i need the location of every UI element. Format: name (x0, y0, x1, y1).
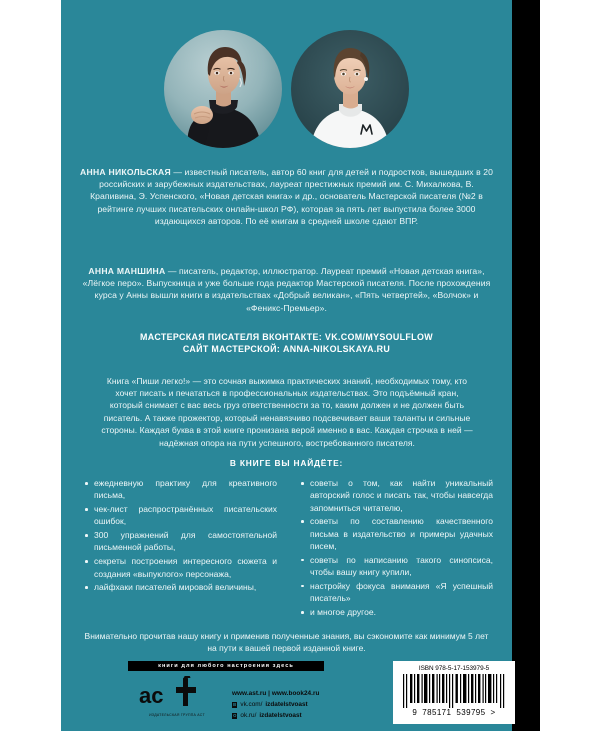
author-name-manshina: АННА МАНШИНА (88, 265, 166, 276)
barcode-digit-group: 9 (412, 708, 418, 717)
contents-column-right (299, 477, 493, 620)
author-photo-manshina (291, 30, 409, 148)
cover-panel (61, 0, 512, 731)
social-link-vk[interactable] (232, 700, 319, 710)
publisher-web-block (232, 689, 319, 721)
list-item: ежедневную практику для креативного письма, (83, 477, 277, 502)
ok-domain: ok.ru/ (240, 712, 257, 720)
workshop-site-link[interactable]: САЙТ МАСТЕРСКОЙ: ANNA-NIKOLSKAYA.RU (182, 344, 391, 355)
bullet-list-right (299, 477, 493, 618)
author-photo-nikolskaya (164, 30, 282, 148)
author-bio-text-nikolskaya: — известный писатель, автор 60 книг для детей и подростков, вышедших в 20 российских и зарубежных издательствах, лауреат престижных премий им. С. Михалкова, В. Крапивина, Э. Успенского, «Новая детская книга» и др., основатель Мастерской писателя (№2 в рейтинге лучших писательских онлайн-школ РФ), которая за пять лет выпустила более 3000 издающихся авторов. По её книгам в средней школе сдают ВПР. (90, 166, 493, 226)
ast-logo-icon (138, 676, 216, 712)
barcode-digit-group: 539795 (456, 708, 486, 717)
isbn-text: ISBN 978-5-17-153979-5 (418, 665, 490, 672)
author-name-nikolskaya: АННА НИКОЛЬСКАЯ (80, 166, 171, 177)
ok-icon: О (233, 713, 237, 719)
vk-domain: vk.com/ (240, 701, 263, 709)
vk-workshop-link[interactable]: МАСТЕРСКАЯ ПИСАТЕЛЯ ВКОНТАКТЕ: VK.COM/MYSOULFLOW (140, 332, 433, 342)
svg-text:ac: ac (139, 683, 164, 708)
author-bio-manshina (77, 265, 496, 314)
publisher-block (134, 676, 220, 717)
contents-column-left (83, 477, 277, 620)
author-bio-nikolskaya (77, 166, 496, 228)
author-bio-text-manshina: — писатель, редактор, иллюстратор. Лауреат премий «Новая детская книга», «Лёгкое перо». Выпускница и уже больше года редактор Мастерской писателя. После прохождения курса у Анны вышли книги в издательствах «Добрый великан», «Пять четвертей», «Волчок» и «Феникс-Премьер». (82, 265, 491, 313)
list-item: секреты построения интересного сюжета и создания «выпуклого» персонажа, (83, 555, 277, 580)
workshop-links (77, 331, 496, 356)
barcode-digit-group: > (490, 708, 496, 717)
publisher-slogan-bar: книги для любого настроения здесь (128, 661, 324, 671)
social-link-ok[interactable] (232, 711, 319, 721)
publisher-caption: ИЗДАТЕЛЬСКАЯ ГРУППА АСТ (149, 713, 205, 717)
book-description: Книга «Пиши легко!» — это сочная выжимка практических знаний, необходимых тому, кто хочет писать и печататься в профессиональных издательствах. Это подъёмный кран, который снимает с вас весь груз ответственности за то, каким должен и не должен быть писатель. А также прожектор, который ненавязчиво подсвечивает ваши таланты и сильные стороны. Каждая буква в этой книге пронизана верой именно в вас. Каждая строчка в ней — надёжная опора на пути успешного, востребованного писателя. (101, 375, 473, 448)
bullet-list-left (83, 477, 277, 594)
author-photo-row (61, 30, 512, 148)
list-item: и многое другое. (299, 606, 493, 618)
contents-heading: В КНИГЕ ВЫ НАЙДЁТЕ: (229, 458, 344, 468)
ok-handle: izdatelstvoast (259, 712, 302, 720)
list-item: настройку фокуса внимания «Я успешный писатель» (299, 580, 493, 605)
spine-strip (512, 0, 540, 731)
publisher-websites[interactable]: www.ast.ru | www.book24.ru (232, 690, 320, 697)
barcode-digits (393, 708, 515, 717)
contents-columns (83, 477, 493, 620)
barcode-digit-group: 785171 (422, 708, 452, 717)
list-item: 300 упражнений для самостоятельной письменной работы, (83, 529, 277, 554)
list-item: лайфхаки писателей мировой величины, (83, 581, 277, 593)
isbn-barcode-box (393, 661, 515, 724)
list-item: советы по составлению качественного письма в издательство и примеры удачных писем, (299, 515, 493, 552)
list-item: чек-лист распространённых писательских ошибок, (83, 503, 277, 528)
closing-note: Внимательно прочитав нашу книгу и применив полученные знания, вы сэкономите как минимум 5 лет на пути к вашей первой изданной книге. (84, 630, 489, 653)
vk-handle: izdatelstvoast (265, 701, 308, 709)
barcode-bars (402, 674, 506, 708)
list-item: советы по написанию такого синопсиса, чтобы вашу книгу купили, (299, 554, 493, 579)
list-item: советы о том, как найти уникальный авторский голос и писать так, чтобы навсегда запомниться читателю, (299, 477, 493, 514)
vk-icon: В (233, 702, 237, 708)
